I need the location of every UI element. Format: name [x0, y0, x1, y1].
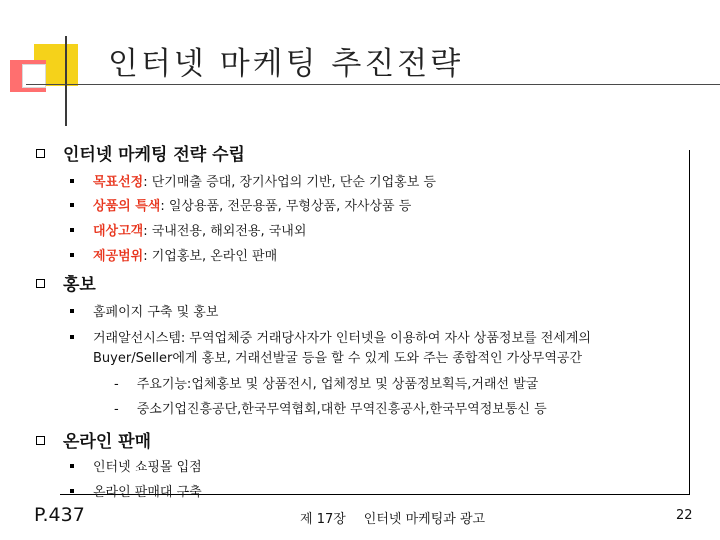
- square-bullet-icon: [70, 203, 74, 207]
- section-heading-promotion: 홍보: [36, 270, 96, 295]
- hollow-square-bullet-icon: [36, 436, 45, 445]
- list-item-continuation: Buyer/Seller에게 홍보, 거래선발굴 등을 할 수 있게 도와 주는 종합적인 가상무역공간: [93, 351, 583, 366]
- page-reference: P.437: [34, 504, 85, 526]
- footer-chapter: 제 17장 인터넷 마케팅과 광고: [300, 512, 486, 527]
- slide-title: 인터넷 마케팅 추진전략: [108, 46, 464, 82]
- square-bullet-icon: [70, 489, 74, 493]
- square-bullet-icon: [70, 179, 74, 183]
- list-item: 대상고객: 국내전용, 해외전용, 국내외: [70, 220, 306, 239]
- list-item: 온라인 판매대 구축: [70, 481, 202, 500]
- list-item: 제공범위: 기업홍보, 온라인 판매: [70, 245, 277, 264]
- section-heading-online-sales: 온라인 판매: [36, 427, 151, 452]
- square-bullet-icon: [70, 253, 74, 257]
- title-underline: [26, 84, 720, 85]
- square-bullet-icon: [70, 464, 74, 468]
- decor-vertical-line: [65, 36, 67, 126]
- page-number: 22: [676, 508, 693, 523]
- sub-list-item: - 중소기업진흥공단,한국무역협회,대한 무역진흥공사,한국무역정보통신 등: [114, 402, 547, 417]
- section-heading-strategy: 인터넷 마케팅 전략 수립: [36, 140, 245, 165]
- list-item: 목표선정: 단기매출 증대, 장기사업의 기반, 단순 기업홍보 등: [70, 171, 436, 190]
- hollow-square-bullet-icon: [36, 149, 45, 158]
- list-item: 홈페이지 구축 및 홍보: [70, 301, 218, 320]
- sub-list-item: - 주요기능:업체홍보 및 상품전시, 업체정보 및 상품정보획득,거래선 발굴: [114, 377, 539, 392]
- square-bullet-icon: [70, 309, 74, 313]
- list-item: 상품의 특색: 일상용품, 전문용품, 무형상품, 자사상품 등: [70, 195, 411, 214]
- list-item: 거래알선시스템: 무역업체중 거래당사자가 인터넷을 이용하여 자사 상품정보를 전세계의: [70, 327, 591, 346]
- list-item: 인터넷 쇼핑몰 입점: [70, 456, 202, 475]
- square-bullet-icon: [70, 335, 74, 339]
- hollow-square-bullet-icon: [36, 279, 45, 288]
- square-bullet-icon: [70, 228, 74, 232]
